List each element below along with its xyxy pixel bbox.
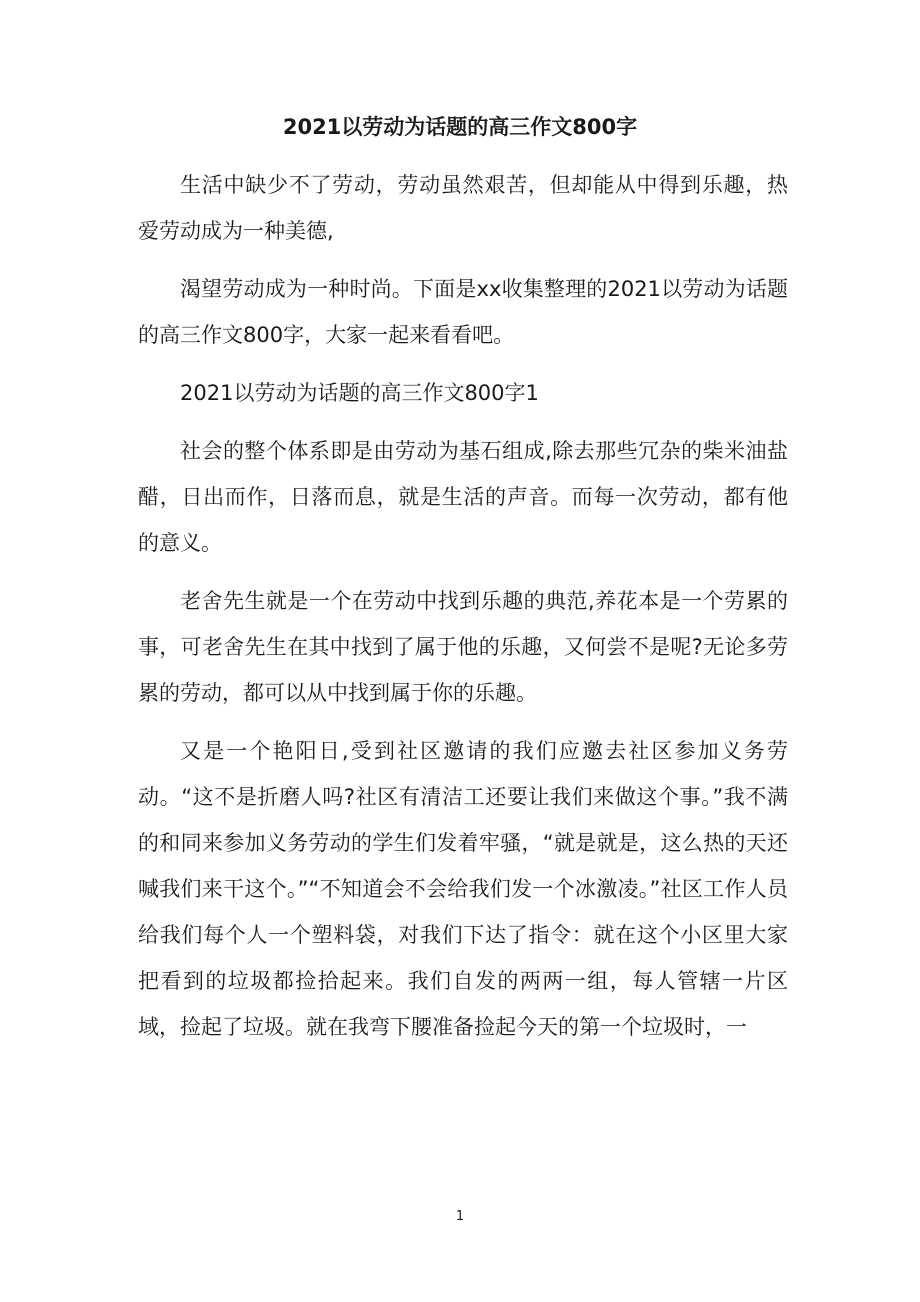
page-number: 1 (455, 1209, 465, 1224)
paragraph-intro-2: 渴望劳动成为一种时尚。下面是xx收集整理的2021以劳动为话题的高三作文800字，大家一起来看看吧。 (138, 277, 788, 347)
paragraph-body-1: 社会的整个体系即是由劳动为基石组成,除去那些冗杂的柴米油盐醋，日出而作，日落而息，就是生活的声音。而每一次劳动，都有他的意义。 (138, 439, 788, 555)
document-body (138, 162, 788, 1062)
section-heading: 2021以劳动为话题的高三作文800字1 (180, 381, 539, 405)
paragraph-intro-1: 生活中缺少不了劳动，劳动虽然艰苦，但却能从中得到乐趣，热爱劳动成为一种美德, (138, 173, 788, 243)
document-title: 2021以劳动为话题的高三作文800字 (282, 115, 638, 139)
paragraph-body-3: 又是一个艳阳日,受到社区邀请的我们应邀去社区参加义务劳动。“这不是折磨人吗?社区有清洁工还要让我们来做这个事。”我不满的和同来参加义务劳动的学生们发着牢骚，“就是就是，这么热的天还喊我们来干这个。”“不知道会不会给我们发一个冰激凌。”社区工作人员给我们每个人一个塑料袋，对我们下达了指令：就在这个小区里大家把看到的垃圾都捡拾起来。我们自发的两两一组，每人管辖一片区域，捡起了垃圾。就在我弯下腰准备捡起今天的第一个垃圾时，一 (138, 739, 788, 1039)
paragraph-body-2: 老舍先生就是一个在劳动中找到乐趣的典范,养花本是一个劳累的事，可老舍先生在其中找到了属于他的乐趣，又何尝不是呢?无论多劳累的劳动，都可以从中找到属于你的乐趣。 (138, 589, 788, 705)
